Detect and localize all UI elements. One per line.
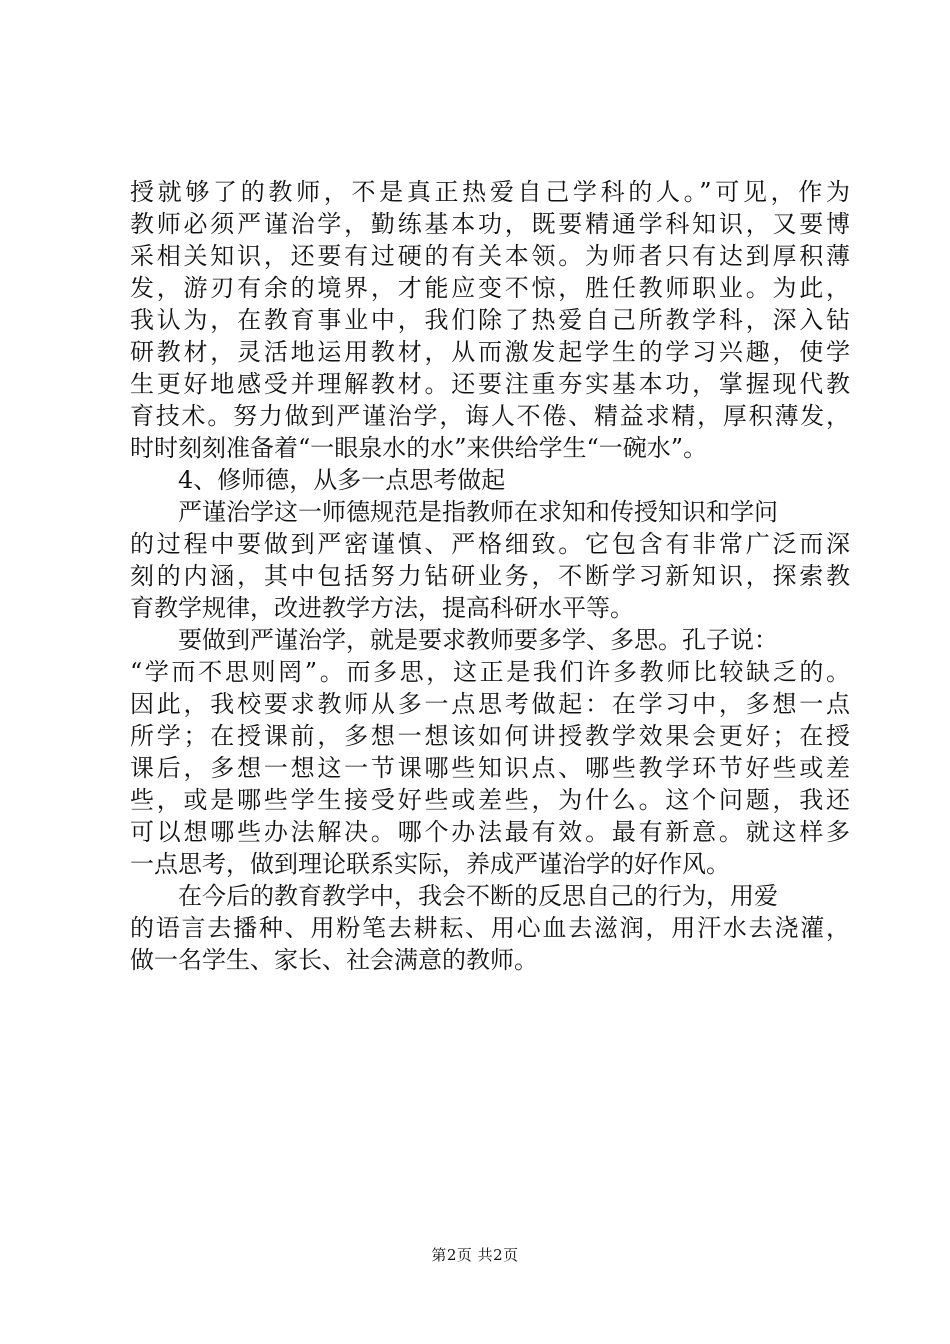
- text-line: 育技术。努力做到严谨治学，诲人不倦、精益求精，厚积薄发，: [130, 402, 850, 430]
- text-line: 发，游刃有余的境界，才能应变不惊，胜任教师职业。为此，: [130, 274, 850, 302]
- text-line: 教师必须严谨治学，勤练基本功，既要精通学科知识，又要博: [130, 210, 850, 238]
- section-heading-text: 4、修师德，从多一点思考做起: [178, 466, 506, 494]
- paragraph-3: [130, 496, 850, 624]
- paragraph-5: [130, 880, 850, 976]
- text-line: 些，或是哪些学生接受好些或差些，为什么。这个问题，我还: [130, 786, 850, 814]
- text-line: 因此，我校要求教师从多一点思考做起：在学习中，多想一点: [130, 690, 850, 718]
- text-line: 的过程中要做到严密谨慎、严格细致。它包含有非常广泛而深: [130, 530, 850, 558]
- page-number-footer: 第2页 共2页: [431, 1246, 519, 1264]
- text-line: 所学；在授课前，多想一想该如何讲授教学效果会更好；在授: [130, 722, 850, 750]
- text-line: 做一名学生、家长、社会满意的教师。: [130, 946, 538, 974]
- text-line: 授就够了的教师，不是真正热爱自己学科的人。”可见，作为: [130, 178, 850, 206]
- text-line: 要做到严谨治学，就是要求教师要多学、多思。孔子说：: [178, 626, 778, 654]
- text-line: 严谨治学这一师德规范是指教师在求知和传授知识和学问: [178, 498, 778, 526]
- text-line: 我认为，在教育事业中，我们除了热爱自己所教学科，深入钻: [130, 306, 850, 334]
- section-heading: [130, 464, 850, 496]
- text-line: 课后，多想一想这一节课哪些知识点、哪些教学环节好些或差: [130, 754, 850, 782]
- text-line: 在今后的教育教学中，我会不断的反思自己的行为，用爱: [178, 882, 778, 910]
- paragraph-1: [130, 176, 850, 464]
- text-line: 时时刻刻准备着“一眼泉水的水”来供给学生“一碗水”。: [130, 434, 708, 462]
- document-body: [130, 176, 850, 976]
- text-line: “学而不思则罔”。而多思，这正是我们许多教师比较缺乏的。: [130, 658, 850, 686]
- text-line: 研教材，灵活地运用教材，从而激发起学生的学习兴趣，使学: [130, 338, 850, 366]
- text-line: 育教学规律，改进教学方法，提高科研水平等。: [130, 594, 634, 622]
- text-line: 刻的内涵，其中包括努力钻研业务，不断学习新知识，探索教: [130, 562, 850, 590]
- text-line: 可以想哪些办法解决。哪个办法最有效。最有新意。就这样多: [130, 818, 850, 846]
- text-line: 生更好地感受并理解教材。还要注重夯实基本功，掌握现代教: [130, 370, 850, 398]
- text-line: 采相关知识，还要有过硬的有关本领。为师者只有达到厚积薄: [130, 242, 850, 270]
- text-line: 的语言去播种、用粉笔去耕耘、用心血去滋润，用汗水去浇灌，: [130, 914, 850, 942]
- paragraph-4: [130, 624, 850, 880]
- text-line: 一点思考，做到理论联系实际，养成严谨治学的好作风。: [130, 850, 730, 878]
